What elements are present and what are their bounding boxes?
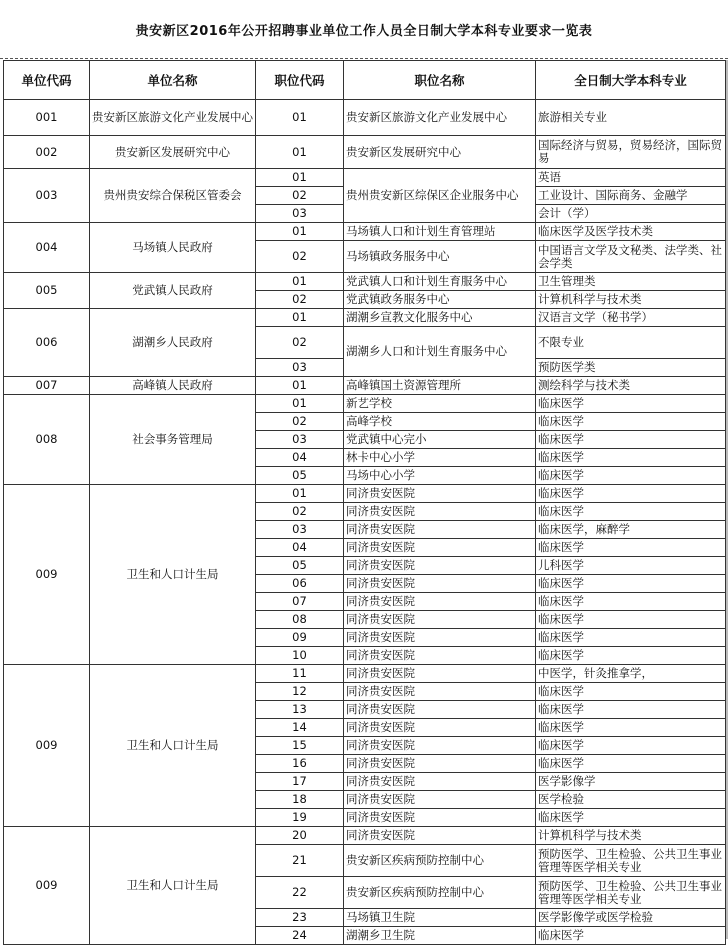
major-cell: 临床医学 bbox=[536, 539, 726, 557]
job-name-cell: 同济贵安医院 bbox=[344, 791, 536, 809]
unit-name-cell: 卫生和人口计生局 bbox=[90, 485, 256, 665]
job-code-cell: 23 bbox=[256, 909, 344, 927]
job-code-cell: 02 bbox=[256, 291, 344, 309]
major-cell: 临床医学 bbox=[536, 431, 726, 449]
job-code-cell: 03 bbox=[256, 431, 344, 449]
major-cell: 不限专业 bbox=[536, 327, 726, 359]
unit-name-cell: 社会事务管理局 bbox=[90, 395, 256, 485]
table-row bbox=[4, 395, 726, 413]
job-code-cell: 20 bbox=[256, 827, 344, 845]
major-cell: 测绘科学与技术类 bbox=[536, 377, 726, 395]
job-name-cell: 湖潮乡宣教文化服务中心 bbox=[344, 309, 536, 327]
table-row bbox=[4, 827, 726, 845]
unit-code-cell: 002 bbox=[4, 136, 90, 169]
unit-name-cell: 贵州贵安综合保税区管委会 bbox=[90, 169, 256, 223]
job-name-cell: 贵安新区疾病预防控制中心 bbox=[344, 845, 536, 877]
job-code-cell: 03 bbox=[256, 359, 344, 377]
unit-name-cell: 马场镇人民政府 bbox=[90, 223, 256, 273]
major-cell: 医学影像学或医学检验 bbox=[536, 909, 726, 927]
header-job-name: 职位名称 bbox=[344, 61, 536, 100]
job-name-cell: 同济贵安医院 bbox=[344, 647, 536, 665]
job-code-cell: 09 bbox=[256, 629, 344, 647]
job-name-cell: 同济贵安医院 bbox=[344, 485, 536, 503]
job-code-cell: 07 bbox=[256, 593, 344, 611]
major-cell: 英语 bbox=[536, 169, 726, 187]
job-code-cell: 01 bbox=[256, 169, 344, 187]
major-cell: 卫生管理类 bbox=[536, 273, 726, 291]
job-code-cell: 05 bbox=[256, 467, 344, 485]
job-name-cell: 同济贵安医院 bbox=[344, 629, 536, 647]
unit-name-cell: 贵安新区发展研究中心 bbox=[90, 136, 256, 169]
job-name-cell: 高峰镇国土资源管理所 bbox=[344, 377, 536, 395]
unit-code-cell: 009 bbox=[4, 827, 90, 945]
job-code-cell: 10 bbox=[256, 647, 344, 665]
job-name-cell: 同济贵安医院 bbox=[344, 827, 536, 845]
job-name-cell: 同济贵安医院 bbox=[344, 593, 536, 611]
job-name-cell: 同济贵安医院 bbox=[344, 611, 536, 629]
major-cell: 汉语言文学（秘书学） bbox=[536, 309, 726, 327]
job-code-cell: 05 bbox=[256, 557, 344, 575]
job-code-cell: 01 bbox=[256, 223, 344, 241]
major-cell: 临床医学 bbox=[536, 647, 726, 665]
job-code-cell: 22 bbox=[256, 877, 344, 909]
job-code-cell: 01 bbox=[256, 377, 344, 395]
major-cell: 临床医学 bbox=[536, 701, 726, 719]
major-cell: 临床医学 bbox=[536, 467, 726, 485]
job-code-cell: 17 bbox=[256, 773, 344, 791]
unit-name-cell: 卫生和人口计生局 bbox=[90, 665, 256, 827]
major-cell: 临床医学 bbox=[536, 809, 726, 827]
unit-code-cell: 001 bbox=[4, 100, 90, 136]
major-cell: 医学影像学 bbox=[536, 773, 726, 791]
major-cell: 临床医学 bbox=[536, 927, 726, 945]
job-code-cell: 08 bbox=[256, 611, 344, 629]
job-code-cell: 04 bbox=[256, 539, 344, 557]
unit-code-cell: 008 bbox=[4, 395, 90, 485]
job-code-cell: 03 bbox=[256, 521, 344, 539]
job-code-cell: 02 bbox=[256, 503, 344, 521]
major-cell: 临床医学 bbox=[536, 737, 726, 755]
major-cell: 临床医学 bbox=[536, 593, 726, 611]
job-code-cell: 02 bbox=[256, 327, 344, 359]
job-code-cell: 18 bbox=[256, 791, 344, 809]
job-name-cell: 马场镇人口和计划生育管理站 bbox=[344, 223, 536, 241]
job-code-cell: 01 bbox=[256, 273, 344, 291]
job-name-cell: 同济贵安医院 bbox=[344, 737, 536, 755]
major-cell: 临床医学 bbox=[536, 575, 726, 593]
job-name-cell: 林卡中心小学 bbox=[344, 449, 536, 467]
major-cell: 临床医学 bbox=[536, 485, 726, 503]
table-row bbox=[4, 136, 726, 169]
job-name-cell: 同济贵安医院 bbox=[344, 701, 536, 719]
job-name-cell: 贵安新区发展研究中心 bbox=[344, 136, 536, 169]
major-cell: 临床医学 bbox=[536, 719, 726, 737]
job-code-cell: 12 bbox=[256, 683, 344, 701]
table-row bbox=[4, 309, 726, 327]
job-name-cell: 党武镇人口和计划生育服务中心 bbox=[344, 273, 536, 291]
job-name-cell: 湖潮乡卫生院 bbox=[344, 927, 536, 945]
job-name-cell: 贵安新区旅游文化产业发展中心 bbox=[344, 100, 536, 136]
major-cell: 国际经济与贸易，贸易经济，国际贸易 bbox=[536, 136, 726, 169]
job-name-cell: 党武镇政务服务中心 bbox=[344, 291, 536, 309]
major-cell: 旅游相关专业 bbox=[536, 100, 726, 136]
major-cell: 临床医学 bbox=[536, 395, 726, 413]
job-code-cell: 24 bbox=[256, 927, 344, 945]
job-code-cell: 11 bbox=[256, 665, 344, 683]
major-cell: 中医学，针灸推拿学， bbox=[536, 665, 726, 683]
major-cell: 会计（学） bbox=[536, 205, 726, 223]
job-name-cell: 同济贵安医院 bbox=[344, 773, 536, 791]
job-code-cell: 01 bbox=[256, 309, 344, 327]
table-row bbox=[4, 377, 726, 395]
job-name-cell: 同济贵安医院 bbox=[344, 665, 536, 683]
job-name-cell: 同济贵安医院 bbox=[344, 521, 536, 539]
major-cell: 计算机科学与技术类 bbox=[536, 291, 726, 309]
major-cell: 预防医学类 bbox=[536, 359, 726, 377]
job-name-cell: 同济贵安医院 bbox=[344, 503, 536, 521]
unit-name-cell: 湖潮乡人民政府 bbox=[90, 309, 256, 377]
job-name-cell: 同济贵安医院 bbox=[344, 683, 536, 701]
table-row bbox=[4, 665, 726, 683]
header-unit-name: 单位名称 bbox=[90, 61, 256, 100]
unit-code-cell: 009 bbox=[4, 485, 90, 665]
job-name-cell: 马场中心小学 bbox=[344, 467, 536, 485]
job-code-cell: 01 bbox=[256, 136, 344, 169]
header-major: 全日制大学本科专业 bbox=[536, 61, 726, 100]
unit-code-cell: 009 bbox=[4, 665, 90, 827]
job-code-cell: 01 bbox=[256, 100, 344, 136]
header-job-code: 职位代码 bbox=[256, 61, 344, 100]
page-title: 贵安新区2016年公开招聘事业单位工作人员全日制大学本科专业要求一览表 bbox=[135, 23, 593, 39]
job-code-cell: 13 bbox=[256, 701, 344, 719]
major-cell: 临床医学 bbox=[536, 755, 726, 773]
job-name-cell: 贵州贵安新区综保区企业服务中心 bbox=[344, 169, 536, 223]
unit-code-cell: 004 bbox=[4, 223, 90, 273]
job-name-cell: 同济贵安医院 bbox=[344, 575, 536, 593]
table-row bbox=[4, 100, 726, 136]
job-name-cell: 同济贵安医院 bbox=[344, 809, 536, 827]
job-name-cell: 马场镇卫生院 bbox=[344, 909, 536, 927]
header-row bbox=[4, 61, 726, 100]
major-cell: 临床医学 bbox=[536, 629, 726, 647]
unit-name-cell: 党武镇人民政府 bbox=[90, 273, 256, 309]
job-code-cell: 04 bbox=[256, 449, 344, 467]
job-name-cell: 马场镇政务服务中心 bbox=[344, 241, 536, 273]
job-name-cell: 同济贵安医院 bbox=[344, 539, 536, 557]
job-name-cell: 党武镇中心完小 bbox=[344, 431, 536, 449]
positions-table bbox=[3, 60, 726, 945]
unit-code-cell: 007 bbox=[4, 377, 90, 395]
job-code-cell: 01 bbox=[256, 485, 344, 503]
job-name-cell: 贵安新区疾病预防控制中心 bbox=[344, 877, 536, 909]
unit-code-cell: 006 bbox=[4, 309, 90, 377]
major-cell: 工业设计、国际商务、金融学 bbox=[536, 187, 726, 205]
job-code-cell: 21 bbox=[256, 845, 344, 877]
header-unit-code: 单位代码 bbox=[4, 61, 90, 100]
major-cell: 临床医学 bbox=[536, 611, 726, 629]
major-cell: 预防医学、卫生检验、公共卫生事业管理等医学相关专业 bbox=[536, 877, 726, 909]
major-cell: 预防医学、卫生检验、公共卫生事业管理等医学相关专业 bbox=[536, 845, 726, 877]
table-row bbox=[4, 223, 726, 241]
table-row bbox=[4, 169, 726, 187]
job-code-cell: 06 bbox=[256, 575, 344, 593]
unit-name-cell: 贵安新区旅游文化产业发展中心 bbox=[90, 100, 256, 136]
job-code-cell: 03 bbox=[256, 205, 344, 223]
job-name-cell: 同济贵安医院 bbox=[344, 557, 536, 575]
job-name-cell: 新艺学校 bbox=[344, 395, 536, 413]
major-cell: 临床医学 bbox=[536, 413, 726, 431]
major-cell: 临床医学，麻醉学 bbox=[536, 521, 726, 539]
unit-name-cell: 高峰镇人民政府 bbox=[90, 377, 256, 395]
major-cell: 医学检验 bbox=[536, 791, 726, 809]
table-row bbox=[4, 273, 726, 291]
job-code-cell: 19 bbox=[256, 809, 344, 827]
job-code-cell: 02 bbox=[256, 413, 344, 431]
job-code-cell: 16 bbox=[256, 755, 344, 773]
unit-code-cell: 005 bbox=[4, 273, 90, 309]
major-cell: 临床医学及医学技术类 bbox=[536, 223, 726, 241]
job-code-cell: 02 bbox=[256, 187, 344, 205]
unit-code-cell: 003 bbox=[4, 169, 90, 223]
job-name-cell: 湖潮乡人口和计划生育服务中心 bbox=[344, 327, 536, 377]
job-code-cell: 01 bbox=[256, 395, 344, 413]
major-cell: 儿科医学 bbox=[536, 557, 726, 575]
table-body bbox=[4, 100, 726, 945]
job-name-cell: 高峰学校 bbox=[344, 413, 536, 431]
job-code-cell: 02 bbox=[256, 241, 344, 273]
job-name-cell: 同济贵安医院 bbox=[344, 719, 536, 737]
major-cell: 临床医学 bbox=[536, 683, 726, 701]
table-row bbox=[4, 485, 726, 503]
title-divider bbox=[0, 58, 728, 59]
major-cell: 中国语言文学及文秘类、法学类、社会学类 bbox=[536, 241, 726, 273]
major-cell: 临床医学 bbox=[536, 503, 726, 521]
major-cell: 计算机科学与技术类 bbox=[536, 827, 726, 845]
job-name-cell: 同济贵安医院 bbox=[344, 755, 536, 773]
unit-name-cell: 卫生和人口计生局 bbox=[90, 827, 256, 945]
job-code-cell: 15 bbox=[256, 737, 344, 755]
job-code-cell: 14 bbox=[256, 719, 344, 737]
major-cell: 临床医学 bbox=[536, 449, 726, 467]
